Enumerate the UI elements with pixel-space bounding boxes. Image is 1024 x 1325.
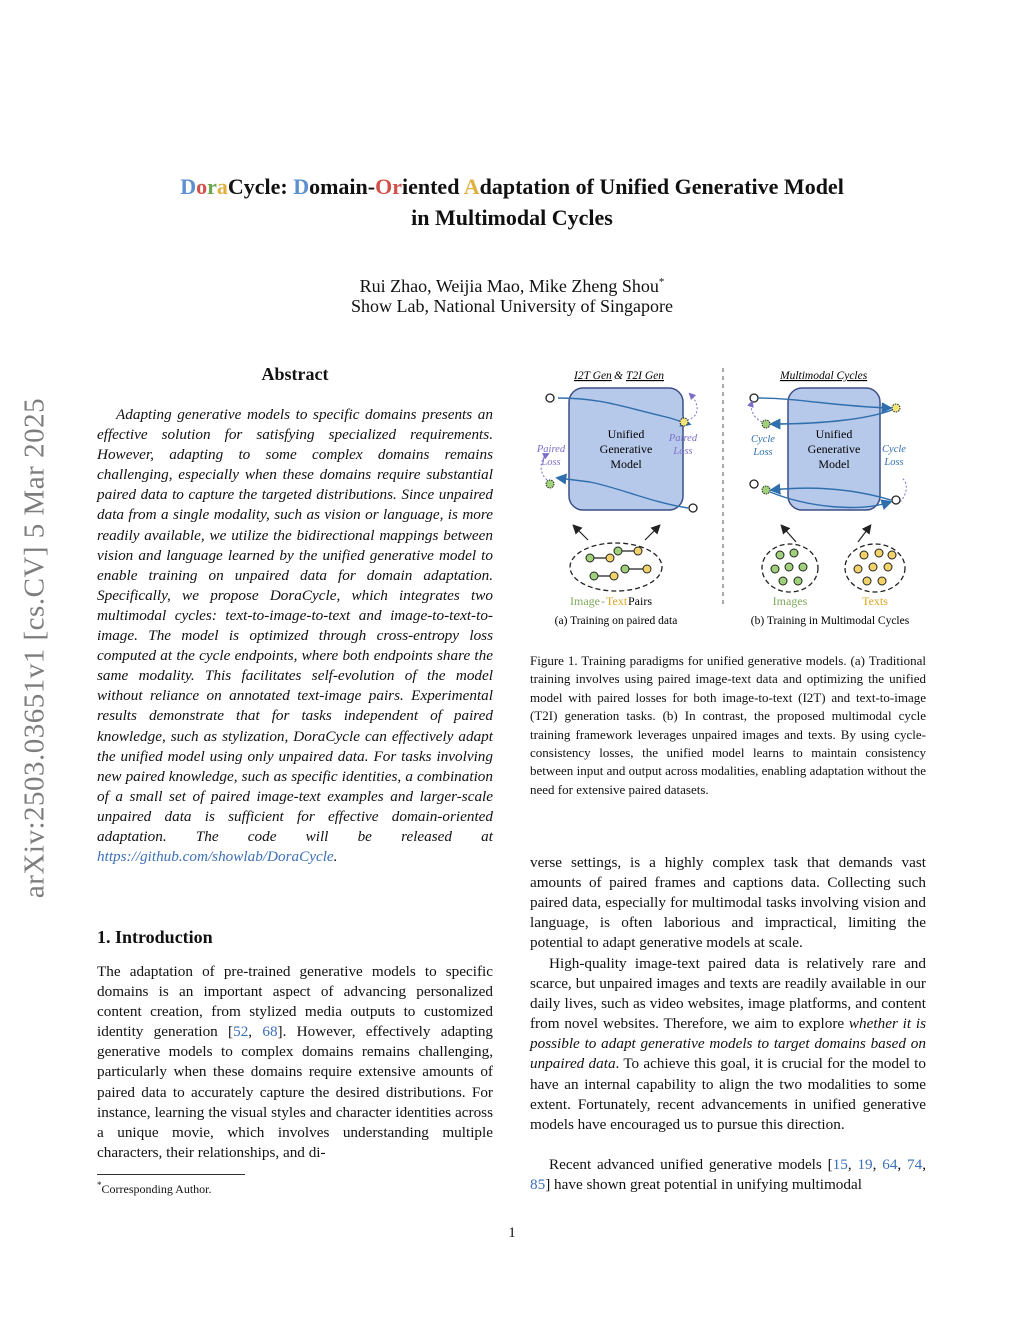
title-adapt-rest: daptation of Unified Generative Model [479, 174, 844, 199]
title-dora-d: D [180, 174, 197, 199]
image-text-pairs [586, 547, 651, 580]
arxiv-stamp [14, 368, 56, 928]
intro-heading: 1. Introduction [97, 927, 213, 947]
legend-text: Text [606, 594, 628, 608]
figure-1 [530, 362, 930, 634]
code-link[interactable]: https://github.com/showlab/DoraCycle [97, 848, 334, 866]
right-comma-4: , [922, 1156, 926, 1173]
title-adapt-a: A [463, 174, 480, 199]
title-oriented-or: Or [375, 174, 402, 199]
box-right-line1: Unified [815, 427, 853, 441]
arxiv-stamp-text: arXiv:2503.03651v1 [cs.CV] 5 Mar 2025 [18, 397, 51, 899]
left-title-amp: & [614, 370, 623, 382]
title-dora-a: a [216, 174, 228, 199]
cycle-loss-left-l1: Cycle [751, 434, 775, 445]
citation-74[interactable]: 74 [907, 1156, 923, 1173]
legend-texts: Texts [862, 594, 888, 608]
affiliation: Show Lab, National University of Singapore [351, 296, 673, 316]
footnote-rule [97, 1174, 245, 1175]
title-dora-r: r [207, 174, 217, 199]
citation-64[interactable]: 64 [882, 1156, 898, 1173]
right-title: Multimodal Cycles [780, 370, 868, 382]
paired-loss-right-l1: Paired [668, 433, 698, 444]
subcaption-a: (a) Training on paired data [554, 615, 678, 627]
right-paragraph-2 [530, 954, 926, 1135]
right-p3-b: ] have shown great potential in unifying multimodal [545, 1176, 862, 1194]
left-input-node-bottom [689, 504, 697, 512]
legend-images: Images [772, 594, 808, 608]
left-arrow-up-2 [645, 526, 659, 540]
title-dora-o: o [196, 174, 208, 199]
author-mark: * [658, 276, 665, 288]
abstract-text: Adapting generative models to specific domains presents an effective solution for satisfying specialized requirements. However, adapting to some complex domains remains challenging, especially when these domains require substantial paired data to capture the targeted distributions. Since unpaired data from a single modality, such as vision or language, is more readily available, we utilize the bidirectional mappings between vision and language learned by the unified generative model to enable training on unpaired data for domain adaptation. Specifically, we propose DoraCycle, which integrates two multimodal cycles: text-to-image-to-text and image-to-text-to-image. The model is optimized through cross-entropy loss computed at the cycle endpoints, where both endpoints share the same modality. This facilitates self-evolution of the model without reliance on annotated text-image pairs. Experimental results demonstrate that for tasks independent of paired knowledge, such as stylization, DoraCycle can effectively adapt the unified model using only unpaired data. For tasks involving new paired knowledge, such as specific identities, a combination of a small set of paired image-text examples and larger-scale unpaired data is sufficient for effective domain-oriented adaptation. The code will be released at [97, 406, 493, 845]
title-domain-d: D [293, 174, 310, 199]
citation-52[interactable]: 52 [233, 1023, 249, 1041]
right-node-bottom-right [892, 496, 900, 504]
footnote-mark: * [97, 1180, 102, 1190]
subcaption-b: (b) Training in Multimodal Cycles [750, 615, 910, 627]
right-comma-3: , [897, 1156, 908, 1173]
right-paragraph-3 [530, 1155, 926, 1195]
paired-loss-left-l2: Loss [541, 457, 561, 468]
right-comma-2: , [872, 1156, 883, 1173]
right-node-bottom-left [762, 486, 770, 494]
legend-pairs: Pairs [628, 594, 652, 608]
box-left-line1: Unified [607, 427, 645, 441]
right-p2-a: High-quality image-text paired data is relatively rare and scarce, but unpaired images and texts are readily available in our daily lives, such as video websites, image platforms, and content from novel websites. Therefore, we aim to explore [530, 955, 926, 1033]
paired-loss-left-l1: Paired [536, 444, 566, 455]
right-node-bottom-far-left [750, 480, 758, 488]
legend-image: Image [570, 594, 600, 608]
cycle-loss-left-l2: Loss [753, 447, 773, 458]
paired-loss-right-l2: Loss [673, 446, 693, 457]
footnote-text: Corresponding Author. [101, 1182, 212, 1196]
footnote [97, 1180, 212, 1197]
title-line-2: in Multimodal Cycles [411, 205, 613, 230]
left-title-t2i: T2I Gen [626, 370, 665, 382]
intro-text-a: The adaptation of pre-trained generative models to specific domains is an important aspect of advancing personalized content creation, from stylized media outputs to customized identity generation [ [97, 963, 493, 1041]
abstract-body [97, 405, 493, 867]
left-title-i2t: I2T Gen [574, 370, 612, 382]
right-p3-a: Recent advanced unified generative models [ [549, 1156, 833, 1173]
citation-68[interactable]: 68 [262, 1023, 278, 1041]
left-output-node-bottom [546, 480, 554, 488]
image-nodes [771, 549, 807, 585]
right-arrow-up-1 [782, 526, 796, 542]
citation-15[interactable]: 15 [832, 1156, 848, 1173]
title-oriented-rest: iented [401, 174, 464, 199]
right-paragraph-1: verse settings, is a highly complex task that demands vast amounts of paired frames and captions data. Collecting such paired data, especially for multimodal tasks involving vision and language, is often laborious and impractical, limiting the potential to adapt generative models at scale. [530, 854, 926, 952]
intro-sep: , [248, 1023, 263, 1041]
citation-85[interactable]: 85 [530, 1176, 546, 1194]
intro-text-b: ]. However, effectively adapting generative models to complex domains remains challenging, particularly when these domains require extensive amounts of paired data to accurately capture the desired distributions. For instance, learning the visual styles and character identities across a unique movie, which involves understanding multiple characters, their relationships, and di- [97, 1023, 494, 1161]
author-names: Rui Zhao, Weijia Mao, Mike Zheng Shou [359, 276, 659, 296]
title-domain-rest: omain- [309, 174, 376, 199]
box-left-line3: Model [610, 457, 642, 471]
legend-dash: - [601, 594, 605, 608]
right-node-top-right [892, 404, 900, 412]
right-node-top-left [750, 394, 758, 402]
box-right-line2: Generative [807, 442, 861, 456]
title-cycle: Cycle: [227, 174, 294, 199]
right-p2-emphasis: whether it is possible to adapt generative models to target domains based on unpaired data [530, 1015, 927, 1073]
box-right-line3: Model [818, 457, 850, 471]
left-input-node-top [546, 394, 554, 402]
page-number: 1 [508, 1225, 516, 1241]
right-node-mid-left [762, 420, 770, 428]
title-line-1 [0, 172, 1024, 202]
intro-paragraph [97, 962, 493, 1163]
cycle-loss-right-l1: Cycle [882, 444, 906, 455]
box-left-line2: Generative [599, 442, 653, 456]
abstract-end: . [333, 848, 338, 866]
right-comma-1: , [847, 1156, 858, 1173]
citation-19[interactable]: 19 [857, 1156, 873, 1173]
left-arrow-up-1 [574, 526, 588, 540]
right-p2-b: . To achieve this goal, it is crucial for the model to have an internal capability to align the two modalities to some extent. Fortunately, recent advancements in unified generative models have encouraged us to pursue this direction. [530, 1055, 926, 1133]
cycle-loss-arc-left [751, 402, 762, 422]
text-nodes [854, 549, 896, 585]
figure-caption: Figure 1. Training paradigms for unified generative models. (a) Traditional training involves using paired image-text data and optimizing the unified model with paired losses for both image-to-text (I2T) and text-to-image (T2I) generation tasks. (b) In contrast, the proposed multimodal cycle training framework leverages unpaired images and texts. By using cycle-consistency losses, the unified model learns to maintain consistency between input and output across modalities, enabling adaptation without the need for extensive paired datasets. [530, 653, 926, 797]
cycle-loss-arc-right [900, 478, 906, 502]
cycle-loss-right-l2: Loss [884, 457, 904, 468]
paired-loss-arc-right [687, 394, 697, 420]
abstract-heading: Abstract [261, 364, 329, 384]
right-arrow-up-2 [858, 526, 870, 542]
left-output-node-top [680, 418, 688, 426]
figure-diagram [530, 362, 930, 634]
